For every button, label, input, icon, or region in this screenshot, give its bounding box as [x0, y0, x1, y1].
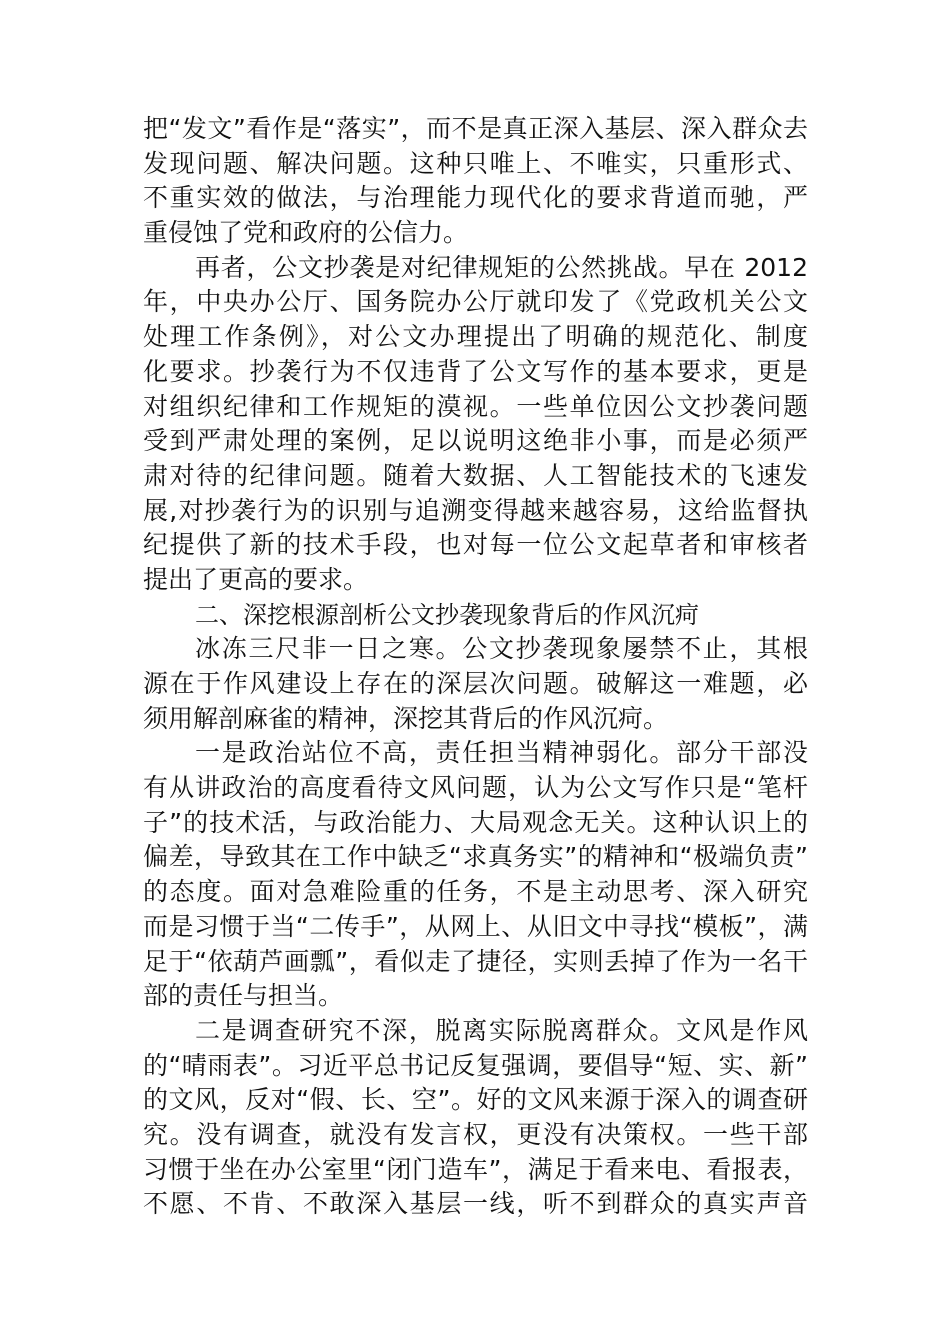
- document-body: [143, 112, 808, 1222]
- text-line: 习惯于坐在办公室里“闭门造车”，满足于看来电、看报表，: [143, 1154, 808, 1184]
- text-line: 冰冻三尺非一日之寒。公文抄袭现象屡禁不止，其根: [195, 634, 808, 664]
- text-line: 发现问题、解决问题。这种只唯上、不唯实，只重形式、: [143, 148, 808, 178]
- text-line: 对组织纪律和工作规矩的漠视。一些单位因公文抄袭问题: [143, 391, 808, 421]
- text-line: 处理工作条例》，对公文办理提出了明确的规范化、制度: [143, 322, 808, 352]
- text-line: 的“晴雨表”。习近平总书记反复强调，要倡导“短、实、新”: [143, 1050, 808, 1080]
- text-line: 把“发文”看作是“落实”，而不是真正深入基层、深入群众去: [143, 114, 808, 143]
- text-line: 源在于作风建设上存在的深层次问题。破解这一难题，必: [143, 669, 808, 698]
- text-line: 二是调查研究不深，脱离实际脱离群众。文风是作风: [195, 1015, 808, 1045]
- text-line: 不重实效的做法，与治理能力现代化的要求背道而驰，严: [143, 183, 808, 213]
- text-line: 重侵蚀了党和政府的公信力。: [143, 218, 469, 248]
- text-line: 有从讲政治的高度看待文风问题，认为公文写作只是“笔杆: [143, 773, 808, 803]
- text-line: 一是政治站位不高，责任担当精神弱化。部分干部没: [195, 738, 808, 768]
- text-line: 须用解剖麻雀的精神，深挖其背后的作风沉疴。: [143, 703, 669, 733]
- text-line: 偏差，导致其在工作中缺乏“求真务实”的精神和“极端负责”: [143, 842, 808, 872]
- text-line: 年，中央办公厅、国务院办公厅就印发了《党政机关公文: [143, 287, 808, 317]
- text-line: 足于“依葫芦画瓢”，看似走了捷径，实则丢掉了作为一名干: [143, 946, 808, 976]
- text-line: 化要求。抄袭行为不仅违背了公文写作的基本要求，更是: [143, 356, 808, 386]
- text-line: 究。没有调查，就没有发言权，更没有决策权。一些干部: [143, 1119, 808, 1149]
- text-line: 展,对抄袭行为的识别与追溯变得越来越容易，这给监督执: [143, 495, 808, 525]
- text-line: 的文风，反对“假、长、空”。好的文风来源于深入的调查研: [143, 1085, 808, 1115]
- text-line: 而是习惯于当“二传手”，从网上、从旧文中寻找“模板”，满: [143, 911, 808, 941]
- text-line: 子”的技术活，与政治能力、大局观念无关。这种认识上的: [143, 807, 808, 837]
- text-line: 再者，公文抄袭是对纪律规矩的公然挑战。早在 2012: [195, 252, 808, 282]
- text-line: 肃对待的纪律问题。随着大数据、人工智能技术的飞速发: [143, 460, 808, 490]
- text-line: 的态度。面对急难险重的任务，不是主动思考、深入研究: [143, 877, 808, 907]
- section-heading: 二、深挖根源剖析公文抄袭现象背后的作风沉疴: [195, 600, 699, 629]
- text-line: 不愿、不肯、不敢深入基层一线，听不到群众的真实声音: [143, 1189, 808, 1219]
- text-line: 部的责任与担当。: [143, 981, 344, 1011]
- text-line: 提出了更高的要求。: [143, 564, 369, 594]
- text-line: 受到严肃处理的案例，足以说明这绝非小事，而是必须严: [143, 426, 808, 456]
- text-line: 纪提供了新的技术手段，也对每一位公文起草者和审核者: [143, 530, 808, 560]
